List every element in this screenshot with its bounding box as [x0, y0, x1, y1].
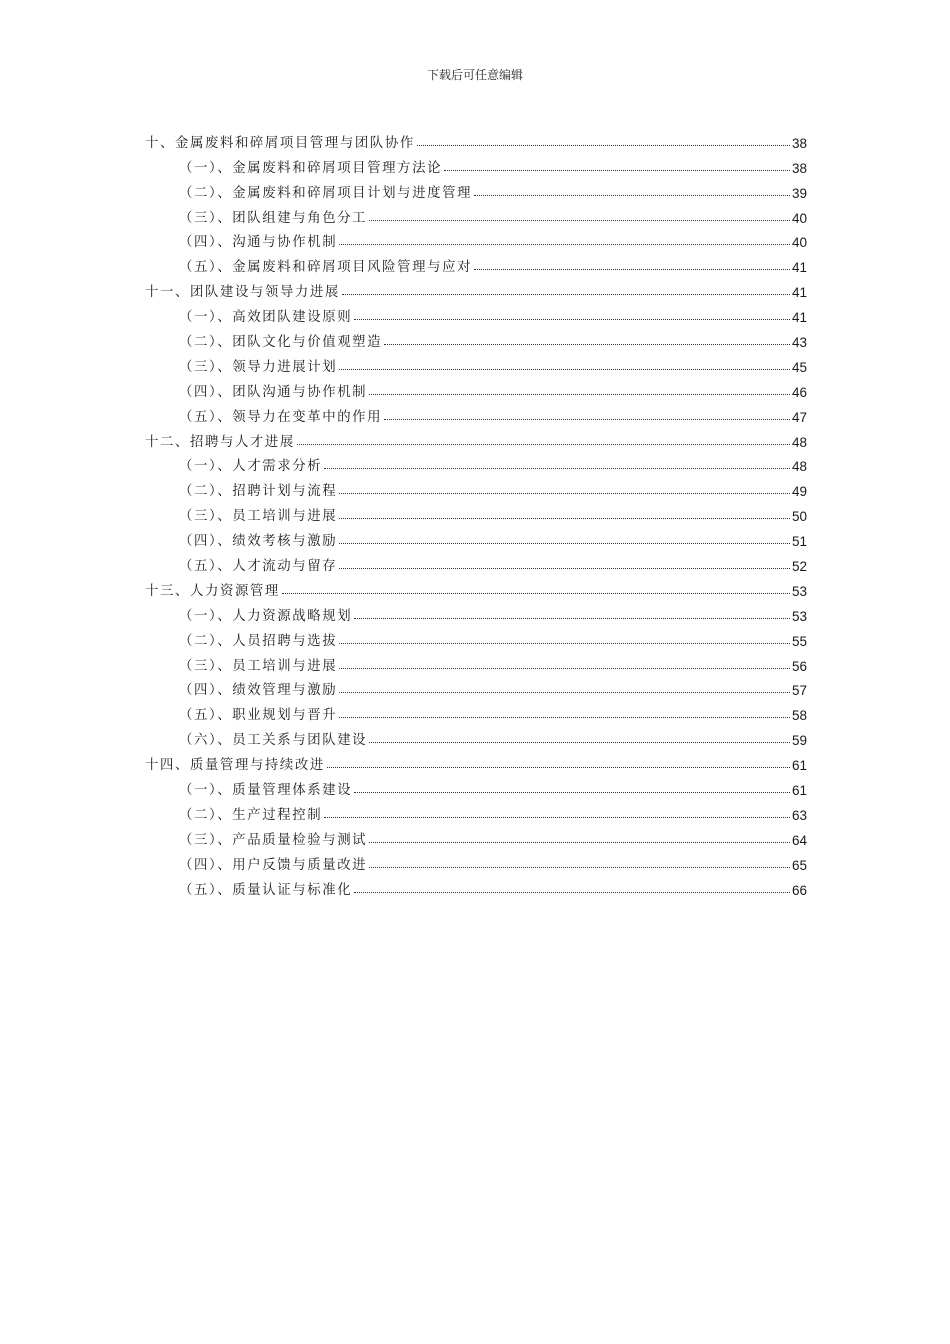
toc-dot-leader	[369, 866, 790, 868]
toc-section-entry[interactable]	[145, 474, 807, 499]
toc-section-entry[interactable]	[145, 524, 807, 549]
toc-entry-title: （一）、质量管理体系建设	[179, 783, 353, 799]
toc-page-number: 55	[791, 633, 807, 649]
toc-entry-title: （三）、团队组建与角色分工	[179, 210, 368, 226]
toc-section-entry[interactable]	[145, 798, 807, 823]
toc-entry-title: （四）、团队沟通与协作机制	[179, 384, 368, 400]
toc-page-number: 48	[791, 459, 807, 475]
toc-section-entry[interactable]	[145, 723, 807, 748]
toc-section-entry[interactable]	[145, 773, 807, 798]
toc-page-number: 51	[791, 534, 807, 550]
toc-entry-title: 十三、人力资源管理	[145, 583, 280, 599]
toc-entry-title: （一）、高效团队建设原则	[179, 310, 353, 326]
toc-dot-leader	[342, 293, 790, 295]
toc-section-entry[interactable]	[145, 300, 807, 325]
toc-section-entry[interactable]	[145, 674, 807, 699]
toc-entry-title: （一）、金属废料和碎屑项目管理方法论	[179, 160, 443, 176]
toc-section-entry[interactable]	[145, 375, 807, 400]
toc-entry-title: （二）、金属废料和碎屑项目计划与进度管理	[179, 185, 473, 201]
toc-page-number: 43	[791, 335, 807, 351]
toc-entry-title: （三）、员工培训与进展	[179, 509, 338, 525]
toc-section-entry[interactable]	[145, 649, 807, 674]
toc-page-number: 65	[791, 857, 807, 873]
toc-page-number: 49	[791, 484, 807, 500]
toc-dot-leader	[474, 268, 790, 270]
toc-dot-leader	[324, 467, 790, 469]
toc-section-entry[interactable]	[145, 698, 807, 723]
toc-page-number: 48	[791, 434, 807, 450]
toc-entry-title: 十四、质量管理与持续改进	[145, 758, 325, 774]
toc-dot-leader	[339, 716, 790, 718]
toc-page-number: 66	[791, 882, 807, 898]
toc-chapter-entry[interactable]	[145, 748, 807, 773]
toc-page-number: 45	[791, 359, 807, 375]
toc-chapter-entry[interactable]	[145, 275, 807, 300]
toc-page-number: 47	[791, 409, 807, 425]
toc-chapter-entry[interactable]	[145, 574, 807, 599]
toc-page-number: 63	[791, 807, 807, 823]
toc-page-number: 41	[791, 260, 807, 276]
toc-section-entry[interactable]	[145, 151, 807, 176]
toc-dot-leader	[354, 791, 790, 793]
toc-entry-title: （二）、招聘计划与流程	[179, 484, 338, 500]
toc-entry-title: （五）、职业规划与晋升	[179, 708, 338, 724]
toc-dot-leader	[339, 667, 790, 669]
toc-dot-leader	[444, 169, 790, 171]
toc-entry-title: （四）、用户反馈与质量改进	[179, 857, 368, 873]
toc-section-entry[interactable]	[145, 599, 807, 624]
toc-page-number: 56	[791, 658, 807, 674]
toc-page-number: 46	[791, 384, 807, 400]
toc-page-number: 38	[791, 160, 807, 176]
toc-dot-leader	[282, 592, 790, 594]
toc-entry-title: （五）、领导力在变革中的作用	[179, 409, 383, 425]
toc-dot-leader	[354, 891, 790, 893]
toc-dot-leader	[384, 418, 790, 420]
toc-entry-title: （二）、人员招聘与选拔	[179, 633, 338, 649]
toc-dot-leader	[339, 517, 790, 519]
toc-entry-title: （四）、沟通与协作机制	[179, 235, 338, 251]
toc-entry-title: 十二、招聘与人才进展	[145, 434, 295, 450]
toc-page-number: 57	[791, 683, 807, 699]
toc-dot-leader	[354, 617, 790, 619]
toc-entry-title: （五）、金属废料和碎屑项目风险管理与应对	[179, 260, 473, 276]
toc-dot-leader	[384, 343, 790, 345]
toc-page-number: 58	[791, 708, 807, 724]
toc-page-number: 61	[791, 783, 807, 799]
toc-dot-leader	[339, 492, 790, 494]
toc-entry-title: 十一、团队建设与领导力进展	[145, 285, 340, 301]
toc-dot-leader	[339, 567, 790, 569]
toc-section-entry[interactable]	[145, 250, 807, 275]
toc-section-entry[interactable]	[145, 400, 807, 425]
toc-dot-leader	[297, 443, 790, 445]
toc-entry-title: （一）、人才需求分析	[179, 459, 323, 475]
toc-dot-leader	[354, 318, 790, 320]
table-of-contents	[145, 126, 807, 898]
toc-entry-title: （二）、生产过程控制	[179, 807, 323, 823]
toc-dot-leader	[339, 691, 790, 693]
toc-chapter-entry[interactable]	[145, 126, 807, 151]
toc-section-entry[interactable]	[145, 624, 807, 649]
toc-page-number: 41	[791, 285, 807, 301]
toc-page-number: 64	[791, 832, 807, 848]
toc-section-entry[interactable]	[145, 549, 807, 574]
toc-entry-title: （五）、人才流动与留存	[179, 559, 338, 575]
toc-page-number: 52	[791, 559, 807, 575]
toc-entry-title: （五）、质量认证与标准化	[179, 882, 353, 898]
toc-dot-leader	[324, 816, 790, 818]
toc-dot-leader	[369, 741, 790, 743]
toc-dot-leader	[417, 144, 790, 146]
toc-page-number: 61	[791, 758, 807, 774]
toc-dot-leader	[339, 642, 790, 644]
toc-dot-leader	[369, 841, 790, 843]
toc-section-entry[interactable]	[145, 499, 807, 524]
toc-entry-title: （四）、绩效考核与激励	[179, 534, 338, 550]
toc-entry-title: （一）、人力资源战略规划	[179, 608, 353, 624]
toc-page-number: 53	[791, 608, 807, 624]
toc-dot-leader	[339, 368, 790, 370]
toc-entry-title: （四）、绩效管理与激励	[179, 683, 338, 699]
toc-dot-leader	[369, 219, 790, 221]
toc-section-entry[interactable]	[145, 823, 807, 848]
toc-page-number: 53	[791, 583, 807, 599]
toc-dot-leader	[369, 393, 790, 395]
toc-dot-leader	[339, 243, 790, 245]
toc-page-number: 41	[791, 310, 807, 326]
toc-dot-leader	[327, 766, 790, 768]
toc-page-number: 38	[791, 135, 807, 151]
toc-entry-title: （二）、团队文化与价值观塑造	[179, 335, 383, 351]
toc-section-entry[interactable]	[145, 450, 807, 475]
toc-entry-title: 十、金属废料和碎屑项目管理与团队协作	[145, 135, 415, 151]
toc-page-number: 50	[791, 509, 807, 525]
toc-page-number: 39	[791, 185, 807, 201]
toc-chapter-entry[interactable]	[145, 425, 807, 450]
toc-section-entry[interactable]	[145, 873, 807, 898]
toc-dot-leader	[474, 194, 790, 196]
toc-section-entry[interactable]	[145, 325, 807, 350]
toc-entry-title: （三）、产品质量检验与测试	[179, 832, 368, 848]
toc-entry-title: （三）、员工培训与进展	[179, 658, 338, 674]
toc-section-entry[interactable]	[145, 226, 807, 251]
toc-entry-title: （三）、领导力进展计划	[179, 359, 338, 375]
toc-section-entry[interactable]	[145, 848, 807, 873]
toc-section-entry[interactable]	[145, 176, 807, 201]
toc-page-number: 59	[791, 733, 807, 749]
toc-section-entry[interactable]	[145, 201, 807, 226]
toc-dot-leader	[339, 542, 790, 544]
toc-page-number: 40	[791, 210, 807, 226]
page-header: 下载后可任意编辑	[426, 68, 523, 82]
toc-section-entry[interactable]	[145, 350, 807, 375]
toc-entry-title: （六）、员工关系与团队建设	[179, 733, 368, 749]
toc-page-number: 40	[791, 235, 807, 251]
